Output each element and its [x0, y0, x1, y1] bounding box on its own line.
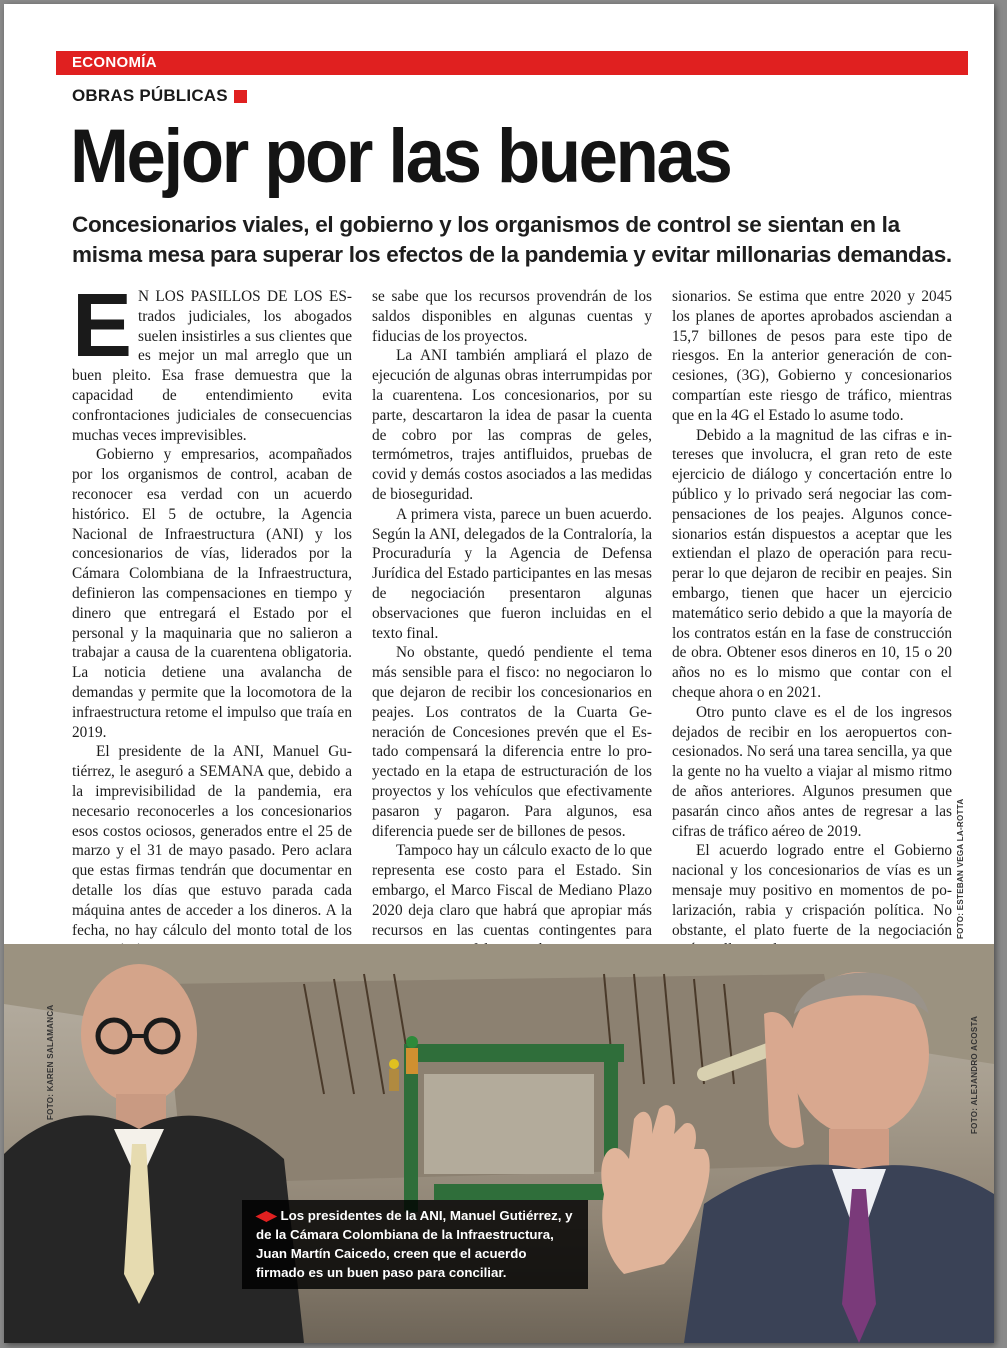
- deck-subtitle: Concesionarios viales, el gobierno y los organismos de control se sientan en la misma mesa para superar los efectos de la pandemia y evitar millonarias demandas.: [72, 212, 952, 267]
- article-paragraph: se sabe que los recursos provendrán de los saldos disponibles en algunas cuentas y fiducias de los proyectos.: [372, 288, 652, 345]
- article-paragraph: Gobierno y empresarios, acompañados por los organismos de control, acaban de reconocer esa verdad con un acuerdo histórico. El 5 de octubre, la Agencia Nacional de Infraestructura (ANI) y los concesionarios de vías, liderados por la Cámara Colombiana de la Infraestructura, definieron las compensaciones en tiempo y dinero que entregará el Estado por el personal y la maquinaria que no salieron a trabajar a causa de la cuarentena obligatoria. La noticia detiene una avalancha de demandas y permite que la locomotora de la infraestructura retome el impulso que traía en 2019.: [72, 446, 352, 741]
- caption-arrows-icon: ◀▶: [256, 1208, 277, 1223]
- caption-text: Los presidentes de la ANI, Manuel Gutiérrez, y de la Cámara Colombiana de la Infraestructura, Juan Martín Caicedo, creen que el acuerdo firmado es un buen paso para conciliar.: [256, 1208, 573, 1280]
- article-paragraph: A primera vista, parece un buen acuerdo. Según la ANI, delegados de la Contraloría, la Procuraduría y la Agencia de Defensa Jurídica del Estado participantes en las mesas de negociación presentaron algunas observaciones que fueron incluidas en el texto final.: [372, 505, 652, 642]
- article-paragraph: E N LOS PASILLOS DE LOS EStrados judiciales, los abogados suelen insistirles a sus clientes que es mejor un mal arreglo que un buen pleito. Esa frase demuestra que la capacidad de entendimiento evita confrontaciones judiciales de consecuencias muchas veces imprevisibles.: [72, 276, 352, 444]
- drop-cap: E: [72, 276, 133, 376]
- photo-credit-column: FOTO: ESTEBAN VEGA LA-ROTTA: [956, 798, 965, 939]
- article-paragraph: No obstante, quedó pendiente el tema más sensible para el fisco: no negociaron lo que dejaron de recibir los concesionarios en peajes. Los contratos de la Cuarta Generación de Concesiones prevén que el Estado compensará la diferencia entre lo proyectado en la etapa de estructuración de los proyectos y los vehículos que efectivamente pasaron y pagaron. Para algunos, esa diferencia puede ser de billones de pesos.: [372, 644, 652, 840]
- article-column-3: [672, 287, 952, 945]
- headline: Mejor por las buenas: [70, 114, 731, 199]
- magazine-page: [4, 4, 994, 1343]
- kicker: [72, 86, 247, 106]
- red-square-icon: [234, 90, 247, 103]
- article-body: [72, 276, 952, 945]
- kicker-text: OBRAS PÚBLICAS: [72, 86, 228, 105]
- photo-credit-left: FOTO: KAREN SALAMANCA: [46, 1004, 55, 1120]
- article-paragraph: Otro punto clave es el de los ingresos dejados de recibir en los aeropuertos concesionados. No será una tarea sencilla, ya que la gente no ha vuelto a viajar al mismo ritmo de años anteriores. Algunos presumen que pasarán cinco años antes de regresar a las cifras de tráfico aéreo de 2019.: [672, 703, 952, 840]
- article-column-2: [372, 287, 652, 945]
- article-paragraph: El acuerdo logrado entre el Gobierno nacional y los concesionarios de vías es un mensaje muy positivo en momentos de polarización, rabia y crispación política. No obstante, el plato fuerte de la negociación: [672, 841, 952, 960]
- article-paragraph: La ANI también ampliará el plazo de ejecución de algunas obras interrumpidas por la cuarentena. Los concesionarios, por su parte, descartaron la idea de pasar la cuenta de cobro por las compras de geles, termómetros, trajes antifluidos, pruebas de covid y demás costos asociados a las medidas de bioseguridad.: [372, 347, 652, 503]
- article-paragraph: Tampoco hay un cálculo exacto de lo que representa ese costo para el Estado. Sin embargo, el Marco Fiscal de Mediano Plazo 2020 deja claro que habrá que apropiar más recursos en las cuentas contingentes para: [372, 842, 652, 939]
- article-paragraph: Debido a la magnitud de las cifras e intereses que involucra, el gran reto de este ejercicio de diálogo y concertación entre lo público y lo privado será negociar las compensaciones de los peajes. Algunos concesionarios están dispuestos a aceptar que les extiendan el plazo de operación para recuperar lo que dejaron de recibir en peajes. Sin embargo, tienen que hacer un ejercicio matemático serio debido a que la mayoría de los contratos están en la fase de construcción de obra. Obtener esos dineros en 10, 15 o 20 años no es lo mismo que contar con el cheque ahora o en 2021.: [672, 426, 952, 701]
- section-label: ECONOMÍA: [56, 51, 968, 75]
- article-column-1: [72, 276, 352, 945]
- article-paragraph: sionarios. Se estima que entre 2020 y 2045 los planes de aportes aprobados asciendan a 15,7 billones de pesos para este tipo de riesgos. En la anterior generación de concesiones, (3G), Gobierno y concesionarios compartían este riesgo de tráfico, mientras que en la 4G el Estado lo asume todo.: [672, 288, 952, 424]
- photo-caption: [242, 1200, 588, 1289]
- article-paragraph: El presidente de la ANI, Manuel Gutiérrez, le aseguró a SEMANA que, debido a la imprevisibilidad de la pandemia, era necesario reconocerles a los concesionarios esos costos ociosos, generados entre el 25 de marzo y el 31 de mayo pasado. Pero aclara que estas firmas tendrán que documentar en detalle los días que estuvo parada cada máquina antes de acceder a los dineros. A la fecha, no hay cálculo del monto total de los: [72, 743, 352, 939]
- photo-credit-right: FOTO: ALEJANDRO ACOSTA: [970, 1015, 979, 1134]
